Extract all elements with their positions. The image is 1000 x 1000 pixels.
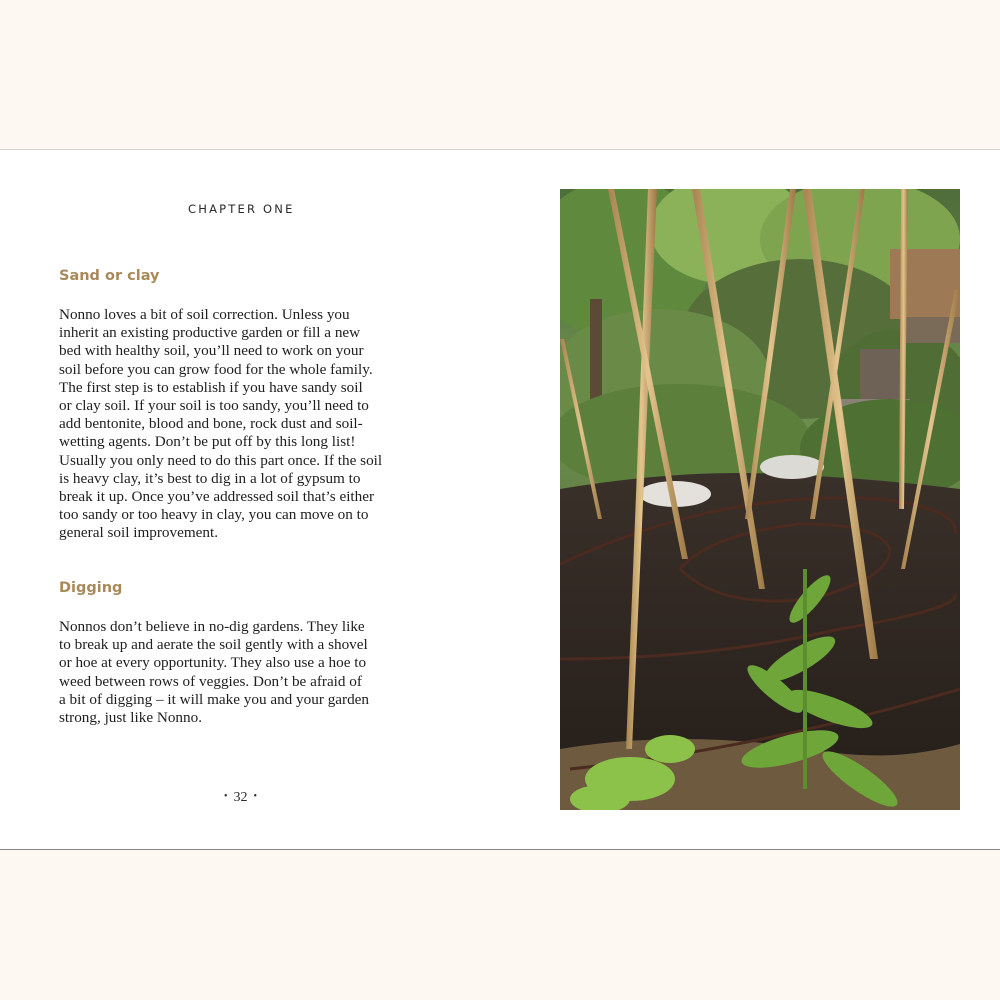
- text-line: to break up and aerate the soil gently with a shovel: [59, 636, 368, 654]
- text-line: or clay soil. If your soil is too sandy, you’ll need to: [59, 397, 369, 415]
- text-line: a bit of digging – it will make you and your garden: [59, 690, 370, 708]
- text-line: too sandy or too heavy in clay, you can move on to: [59, 506, 369, 524]
- text-line: soil before you can grow food for the whole family.: [59, 360, 373, 378]
- text-line: add bentonite, blood and bone, rock dust and soil-: [59, 415, 363, 433]
- folio-dot: •: [253, 791, 258, 802]
- page-number-value: 32: [233, 790, 248, 805]
- garden-photo: [560, 189, 960, 810]
- section-heading-sand-or-clay: Sand or clay: [59, 268, 160, 284]
- text-line: break it up. Once you’ve addressed soil that’s either: [59, 488, 375, 506]
- text-line: strong, just like Nonno.: [59, 709, 203, 727]
- text-line: wetting agents. Don’t be put off by this long list!: [59, 433, 356, 451]
- text-line: is heavy clay, it’s best to dig in a lot of gypsum to: [59, 469, 361, 487]
- text-line: general soil improvement.: [59, 524, 219, 542]
- book-spread: [0, 149, 1000, 850]
- text-line: weed between rows of veggies. Don’t be afraid of: [59, 672, 362, 690]
- paragraph-digging: [59, 618, 429, 727]
- folio-dot: •: [224, 791, 228, 802]
- paragraph-sand-or-clay: [59, 306, 429, 543]
- text-line: or hoe at every opportunity. They also use a hoe to: [59, 654, 367, 672]
- text-line: inherit an existing productive garden or fill a new: [59, 324, 361, 342]
- text-line: Nonnos don’t believe in no-dig gardens. They like: [59, 618, 365, 635]
- section-heading-digging: Digging: [59, 580, 123, 596]
- text-line: bed with healthy soil, you’ll need to work on your: [59, 342, 364, 360]
- text-line: Nonno loves a bit of soil correction. Unless you: [59, 306, 350, 323]
- text-line: Usually you only need to do this part once. If the soil: [59, 451, 383, 469]
- chapter-label: CHAPTER ONE: [188, 202, 295, 216]
- page-number: [218, 790, 263, 806]
- text-line: The first step is to establish if you have sandy soil: [59, 378, 363, 396]
